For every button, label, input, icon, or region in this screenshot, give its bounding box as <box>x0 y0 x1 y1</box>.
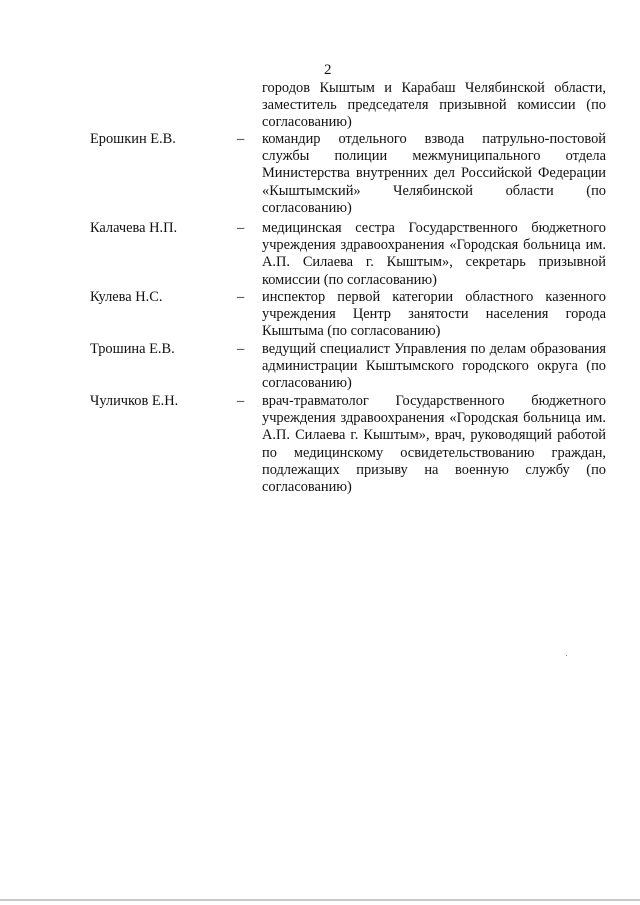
scan-speck <box>566 655 567 656</box>
member-position: медицинская сестра Государственного бюджетного учреждения здравоохранения «Городская больница им. А.П. Силаева г. Кыштым», секретарь призывной комиссии (по согласованию) <box>262 220 606 288</box>
member-name: Чуличков Е.Н. <box>90 393 179 409</box>
member-dash: – <box>237 393 245 409</box>
member-name: Калачева Н.П. <box>90 220 178 236</box>
member-position: инспектор первой категории областного казенного учреждения Центр занятости населения города Кыштыма (по согласованию) <box>262 289 606 340</box>
continued-description: городов Кыштым и Карабаш Челябинской области, заместитель председателя призывной комиссии (по согласованию) <box>262 80 606 131</box>
member-dash: – <box>237 131 245 147</box>
member-position: врач-травматолог Государственного бюджетного учреждения здравоохранения «Городская больница им. А.П. Силаева г. Кыштым», врач, руководящий работой по медицинскому освидетельствованию граждан, подлежащих призыву на военную службу (по согласованию) <box>262 393 606 496</box>
member-name: Ерошкин Е.В. <box>90 131 176 147</box>
member-position: командир отдельного взвода патрульно-постовой службы полиции межмуниципального отдела Министерства внутренних дел Российской Федерации «Кыштымский» Челябинской области (по согласованию) <box>262 131 606 216</box>
page-number: 2 <box>324 62 332 78</box>
member-position: ведущий специалист Управления по делам образования администрации Кыштымского городского округа (по согласованию) <box>262 341 606 392</box>
member-dash: – <box>237 289 245 305</box>
member-name: Трошина Е.В. <box>90 341 175 357</box>
member-name: Кулева Н.С. <box>90 289 163 305</box>
member-dash: – <box>237 220 245 236</box>
scan-bottom-edge <box>0 899 640 901</box>
member-dash: – <box>237 341 245 357</box>
